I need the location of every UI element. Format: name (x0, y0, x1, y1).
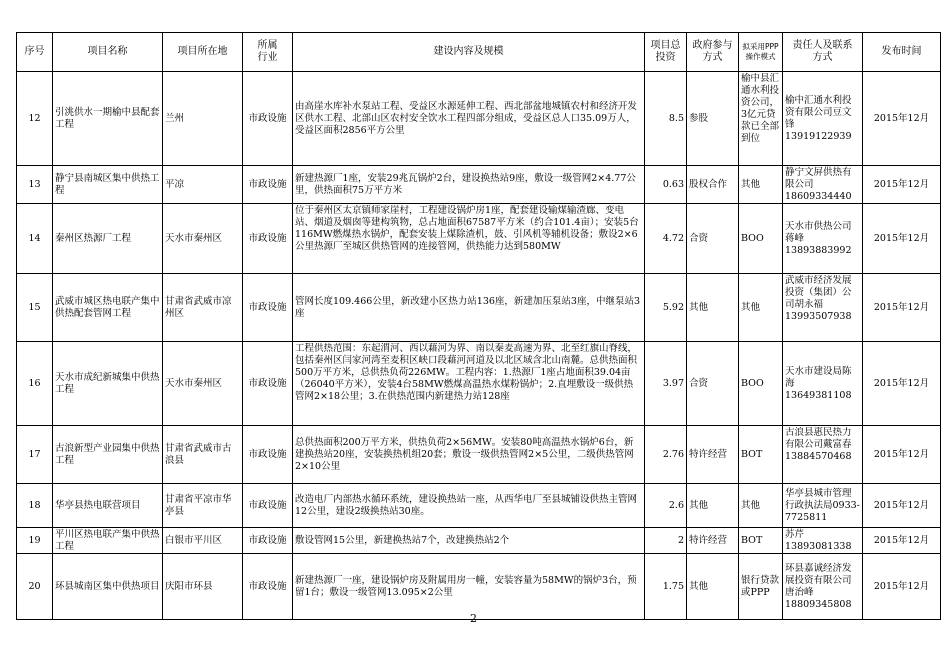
cell-ppp-mode: 银行贷款或PPP (739, 554, 783, 620)
cell-ppp-mode: BOT (739, 426, 783, 484)
header-gov-mode: 政府参与 方式 (687, 33, 739, 72)
cell-location: 甘肃省武威市古浪县 (163, 426, 243, 484)
cell-name: 环县城南区集中供热项目 (53, 554, 163, 620)
cell-contact: 静宁文屏供热有限公司18609334440 (783, 166, 863, 204)
cell-name (53, 528, 163, 554)
cell-contact-text: 武威市经济发展投资（集团）公司胡永福13993507938 (785, 274, 852, 322)
cell-publish: 2015年12月 (863, 528, 941, 554)
cell-gov-mode: 其他 (687, 554, 739, 620)
cell-seq: 20 (17, 554, 53, 620)
cell-name: 天水市成纪新城集中供热工程 (53, 342, 163, 426)
table-row (17, 554, 941, 620)
cell-investment: 2.6 (645, 484, 687, 528)
cell-location: 兰州 (163, 72, 243, 166)
cell-content: 敷设管网15公里，新建换热站7个，改建换热站2个 (293, 528, 645, 554)
cell-seq: 18 (17, 484, 53, 528)
cell-industry: 市政设施 (243, 274, 293, 342)
cell-ppp-mode: 其他 (739, 166, 783, 204)
cell-investment: 3.97 (645, 342, 687, 426)
cell-contact: 苏芹13893081338 (783, 528, 863, 554)
cell-gov-mode: 合资 (687, 204, 739, 274)
cell-ppp-mode-text: 榆中县汇通水利投资公司，3亿元贷款已全部到位 (741, 72, 780, 144)
cell-content: 改造电厂内部热水循环系统，建设换热站一座，从西华电厂至县城铺设供热主管网12公里，建设2级换热站30座。 (293, 484, 645, 528)
header-name: 项目名称 (53, 33, 163, 72)
table-row (17, 426, 941, 484)
cell-industry: 市政设施 (243, 554, 293, 620)
cell-content: 新建热源厂一座，建设锅炉房及附属用房一幢，安装容量为58MW的锅炉3台，预留1台；敷设一级管网13.095×2公里 (293, 554, 645, 620)
cell-industry: 市政设施 (243, 528, 293, 554)
cell-ppp-mode: BOT (739, 528, 783, 554)
cell-industry: 市政设施 (243, 166, 293, 204)
cell-name: 武威市城区热电联产集中供热配套管网工程 (53, 274, 163, 342)
cell-location: 甘肃省武威市凉州区 (163, 274, 243, 342)
cell-industry: 市政设施 (243, 426, 293, 484)
table-row (17, 274, 941, 342)
cell-content: 新建热源厂1座，安装29兆瓦锅炉2台，建设换热站9座，敷设一级管网2×4.77公里，供热面积75万平方米 (293, 166, 645, 204)
table-row (17, 342, 941, 426)
project-table (16, 32, 941, 620)
header-investment: 项目总 投资 (645, 33, 687, 72)
cell-content (293, 204, 645, 274)
cell-publish: 2015年12月 (863, 554, 941, 620)
cell-investment: 0.63 (645, 166, 687, 204)
cell-investment: 5.92 (645, 274, 687, 342)
cell-content (293, 342, 645, 426)
table-row (17, 166, 941, 204)
cell-publish: 2015年12月 (863, 484, 941, 528)
cell-content-text: 工程供热范围：东起渭河、西以藉河为界、南以秦麦高速为界、北至红旗山脊线，包括秦州区闫家河湾至麦积区峡口段藉河河道及以北区域含北山南麓。总供热面积500万平方米，总供热负荷226MW。工程内容：1.热源厂1座占地面积39.04亩（26040平方米），安装4台58MW燃煤高温热水煤粉锅炉；2.直埋敷设一级供热管网2×18公里；3.在供热范围内新建热力站128座 (295, 342, 638, 402)
cell-seq: 13 (17, 166, 53, 204)
cell-gov-mode: 其他 (687, 484, 739, 528)
cell-gov-mode: 特许经营 (687, 426, 739, 484)
cell-location: 甘肃省平凉市华亭县 (163, 484, 243, 528)
header-industry: 所属 行业 (243, 33, 293, 72)
cell-publish: 2015年12月 (863, 166, 941, 204)
cell-content-text: 位于秦州区太京镇师家崖村，工程建设锅炉房1座，配套建设输煤输渣廊、变电站、烟道及烟囱等建构筑物，总占地面积67587平方米（约合101.4亩）；安装5台116MW燃煤热水锅炉，配套安装上煤除渣机，鼓、引风机等辅机设备；敷设2×6公里热源厂至城区供热管网的连接管网，供热能力达到580MW (295, 204, 639, 252)
cell-ppp-mode: BOO (739, 342, 783, 426)
cell-seq: 12 (17, 72, 53, 166)
cell-content: 管网长度109.466公里，新改建小区热力站136座，新建加压泵站3座，中继泵站3座 (293, 274, 645, 342)
cell-name: 引洮供水一期榆中县配套工程 (53, 72, 163, 166)
cell-publish: 2015年12月 (863, 204, 941, 274)
cell-content: 由高崖水库补水泵站工程、受益区水源延伸工程、西北部盆地城镇农村和经济开发区供水工程、北部山区农村安全饮水工程四部分组成，受益区总人口35.09万人，受益区面积2856平方公里 (293, 72, 645, 166)
cell-ppp-mode: 其他 (739, 274, 783, 342)
cell-location: 天水市秦州区 (163, 204, 243, 274)
cell-location: 平凉 (163, 166, 243, 204)
cell-contact: 榆中汇通水利投资有限公司豆文锋13919122939 (783, 72, 863, 166)
table-row (17, 484, 941, 528)
cell-name: 华亭县热电联营项目 (53, 484, 163, 528)
cell-investment: 2 (645, 528, 687, 554)
header-seq: 序号 (17, 33, 53, 72)
cell-publish: 2015年12月 (863, 426, 941, 484)
cell-content: 总供热面积200万平方米，供热负荷2×56MW。安装80吨高温热水锅炉6台，新建换热站20座，安装换热机组20套；敷设一级供热管网2×5公里，二级供热管网2×10公里 (293, 426, 645, 484)
table-row (17, 528, 941, 554)
cell-industry: 市政设施 (243, 72, 293, 166)
page-number: 2 (470, 612, 477, 625)
cell-contact: 天水市供热公司 蒋峰13893883992 (783, 204, 863, 274)
cell-contact (783, 274, 863, 342)
cell-contact-text: 古浪县惠民热力有限公司戴富春13884570468 (785, 426, 852, 462)
cell-seq: 15 (17, 274, 53, 342)
cell-publish: 2015年12月 (863, 274, 941, 342)
cell-gov-mode: 参股 (687, 72, 739, 166)
cell-industry: 市政设施 (243, 342, 293, 426)
header-location: 项目所在地 (163, 33, 243, 72)
cell-gov-mode: 合资 (687, 342, 739, 426)
cell-name: 静宁县南城区集中供热工程 (53, 166, 163, 204)
cell-publish: 2015年12月 (863, 342, 941, 426)
cell-ppp-mode: BOO (739, 204, 783, 274)
cell-contact: 华亭县城市管理行政执法局0933-7725811 (783, 484, 863, 528)
cell-contact: 环县嘉诚经济发展投资有限公司唐治峰18809345808 (783, 554, 863, 620)
cell-location: 庆阳市环县 (163, 554, 243, 620)
cell-seq: 16 (17, 342, 53, 426)
cell-publish: 2015年12月 (863, 72, 941, 166)
cell-investment: 1.75 (645, 554, 687, 620)
cell-gov-mode: 特许经营 (687, 528, 739, 554)
cell-ppp-mode: 其他 (739, 484, 783, 528)
table-row (17, 72, 941, 166)
cell-ppp-mode (739, 72, 783, 166)
cell-seq: 14 (17, 204, 53, 274)
cell-industry: 市政设施 (243, 204, 293, 274)
cell-name-text: 平川区热电联产集中供热工程 (55, 528, 160, 552)
header-row (17, 33, 941, 72)
cell-contact (783, 426, 863, 484)
cell-gov-mode: 其他 (687, 274, 739, 342)
cell-investment: 2.76 (645, 426, 687, 484)
header-content: 建设内容及规模 (293, 33, 645, 72)
header-ppp-mode: 拟采用PPP 操作模式 (739, 33, 783, 72)
cell-gov-mode: 股权合作 (687, 166, 739, 204)
cell-seq: 19 (17, 528, 53, 554)
header-publish: 发布时间 (863, 33, 941, 72)
cell-industry: 市政设施 (243, 484, 293, 528)
cell-name: 古浪新型产业园集中供热工程 (53, 426, 163, 484)
cell-seq: 17 (17, 426, 53, 484)
cell-investment: 4.72 (645, 204, 687, 274)
table-row (17, 204, 941, 274)
cell-investment: 8.5 (645, 72, 687, 166)
cell-location: 白银市平川区 (163, 528, 243, 554)
header-contact: 责任人及联系 方式 (783, 33, 863, 72)
cell-contact: 天水市建设局陈海13649381108 (783, 342, 863, 426)
cell-location: 天水市秦州区 (163, 342, 243, 426)
cell-name: 秦州区热源厂工程 (53, 204, 163, 274)
